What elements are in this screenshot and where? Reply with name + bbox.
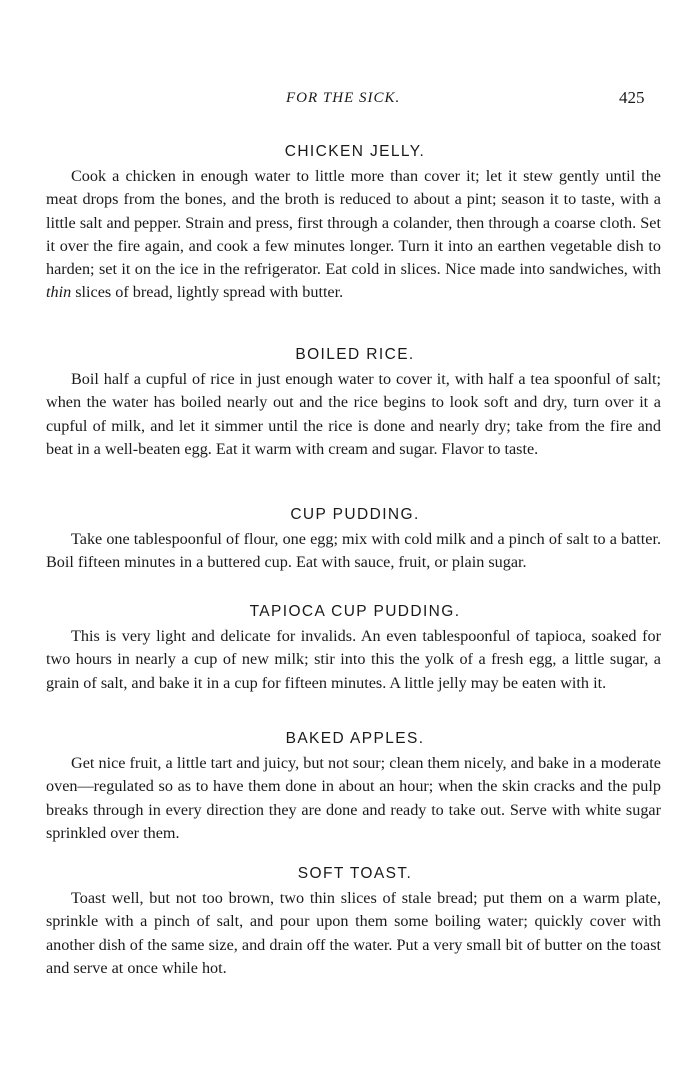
recipe-title-chicken-jelly: CHICKEN JELLY. bbox=[284, 143, 426, 160]
recipe-title-soft-toast: SOFT TOAST. bbox=[297, 865, 413, 882]
recipe-title-cup-pudding: CUP PUDDING. bbox=[290, 506, 420, 523]
recipe-text-soft-toast: Toast well, but not too brown, two thin slices of stale bread; put them on a warm plate, sprinkle with a pinch of salt, and pour upon them some boiling water; quickly cover with another dish of the same size, and drain off the water. Put a very small bit of butter on the toast and serve at once while hot. bbox=[46, 889, 661, 977]
recipe-text-part: Cook a chicken in enough water to little more than cover it; let it stew gently until the meat drops from the bones, and the broth is reduced to about a pint; season it to taste, with a little salt and pepper. Strain and press, first through a colander, then through a coarse cloth. Set it over the fire again, and cook a few minutes longer. Turn it into an earthen vegetable dish to harden; set it on the ice in the refrigerator. Eat cold in slices. Nice made into sandwiches, with bbox=[46, 167, 661, 279]
page-number: 425 bbox=[619, 88, 645, 107]
running-header bbox=[0, 90, 700, 112]
recipe-title-tapioca-cup-pudding: TAPIOCA CUP PUDDING. bbox=[249, 603, 461, 620]
recipe-text-cup-pudding: Take one tablespoonful of flour, one egg; mix with cold milk and a pinch of salt to a batter. Boil fifteen minutes in a buttered cup. Eat with sauce, fruit, or plain sugar. bbox=[46, 530, 661, 572]
recipe-text-tapioca-cup-pudding: This is very light and delicate for invalids. An even tablespoonful of tapioca, soaked for two hours in nearly a cup of new milk; stir into this the yolk of a fresh egg, a little sugar, a grain of salt, and bake it in a cup for fifteen minutes. A little jelly may be eaten with it. bbox=[46, 627, 661, 692]
recipe-text-chicken-jelly bbox=[46, 165, 661, 305]
recipe-title-boiled-rice: BOILED RICE. bbox=[295, 346, 415, 363]
emphasized-word: thin bbox=[46, 283, 72, 302]
running-title: FOR THE SICK. bbox=[286, 90, 401, 106]
recipe-text-part: slices of bread, lightly spread with butter. bbox=[71, 283, 344, 302]
recipe-text-baked-apples: Get nice fruit, a little tart and juicy, but not sour; clean them nicely, and bake in a moderate oven—regulated so as to have them done in about an hour; when the skin cracks and the pulp breaks through in every direction they are done and ready to take out. Serve with white sugar sprinkled over them. bbox=[46, 754, 661, 842]
recipe-title-baked-apples: BAKED APPLES. bbox=[285, 730, 425, 747]
recipe-text-boiled-rice: Boil half a cupful of rice in just enough water to cover it, with half a tea spoonful of salt; when the water has boiled nearly out and the rice begins to look soft and dry, turn over it a cupful of milk, and let it simmer until the rice is done and nearly dry; take from the fire and beat in a well-beaten egg. Eat it warm with cream and sugar. Flavor to taste. bbox=[46, 370, 661, 458]
